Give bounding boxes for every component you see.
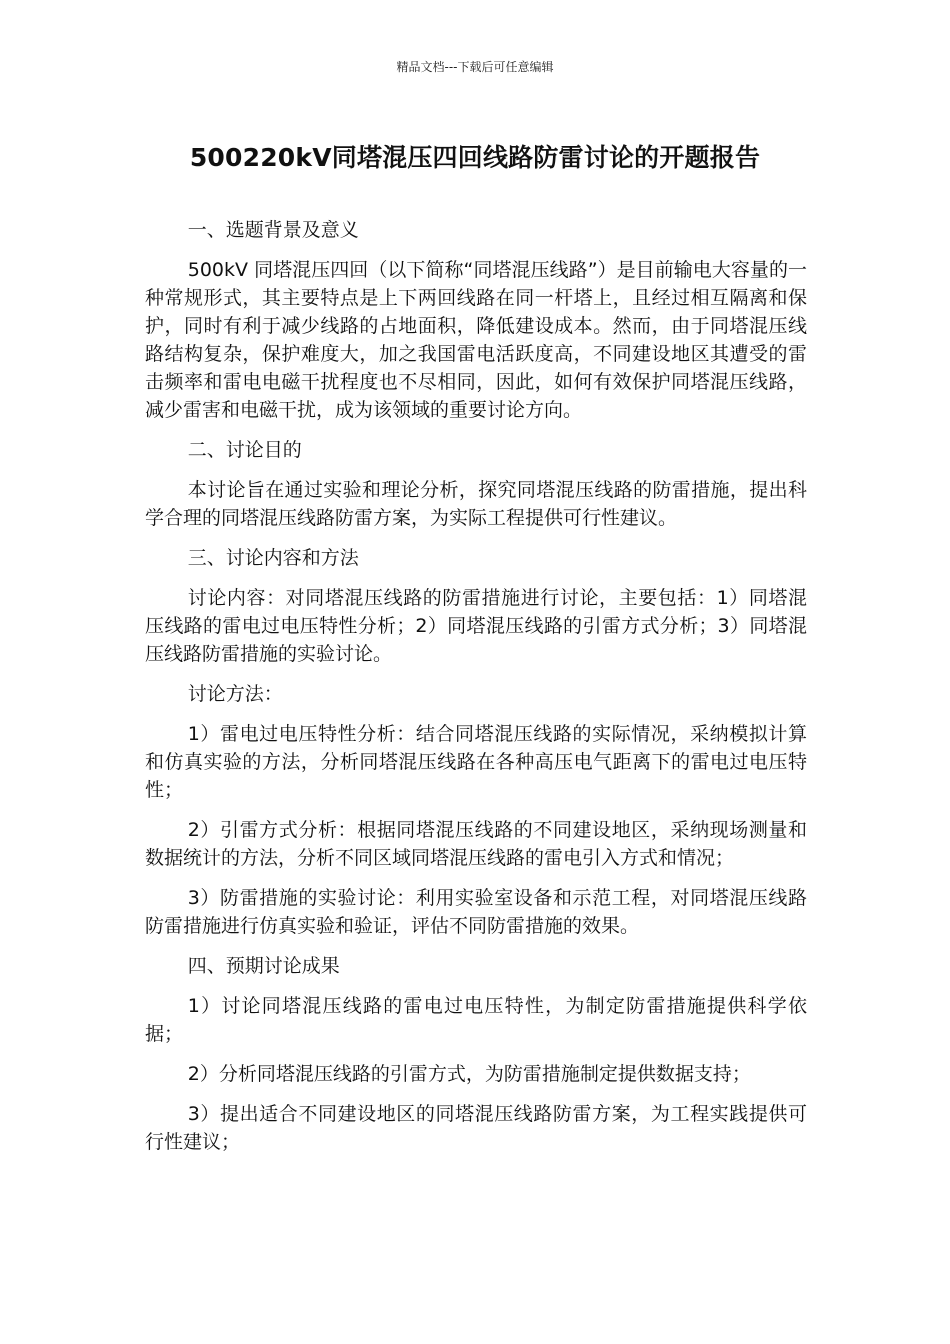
paragraph-method-3: 3）防雷措施的实验讨论：利用实验室设备和示范工程，对同塔混压线路防雷措施进行仿真实验和验证，评估不同防雷措施的效果。 (145, 887, 807, 937)
section-heading-background: 一、选题背景及意义 (187, 219, 359, 241)
document-body (145, 216, 807, 1168)
section-heading-purpose: 二、讨论目的 (187, 439, 302, 461)
section-heading-expected-results: 四、预期讨论成果 (187, 955, 340, 977)
paragraph-result-3: 3）提出适合不同建设地区的同塔混压线路防雷方案，为工程实践提供可行性建议； (145, 1103, 807, 1153)
paragraph-result-2: 2）分析同塔混压线路的引雷方式，为防雷措施制定提供数据支持； (187, 1063, 751, 1085)
paragraph-method-1: 1）雷电过电压特性分析：结合同塔混压线路的实际情况，采纳模拟计算和仿真实验的方法，分析同塔混压线路在各种高压电气距离下的雷电过电压特性； (145, 723, 807, 801)
paragraph-purpose: 本讨论旨在通过实验和理论分析，探究同塔混压线路的防雷措施，提出科学合理的同塔混压线路防雷方案，为实际工程提供可行性建议。 (145, 479, 807, 529)
paragraph-result-1: 1）讨论同塔混压线路的雷电过电压特性，为制定防雷措施提供科学依据； (145, 995, 807, 1045)
section-heading-content-method: 三、讨论内容和方法 (187, 547, 359, 569)
paragraph-background: 500kV 同塔混压四回（以下简称“同塔混压线路”）是目前输电大容量的一种常规形式，其主要特点是上下两回线路在同一杆塔上，且经过相互隔离和保护，同时有利于减少线路的占地面积，降低建设成本。然而，由于同塔混压线路结构复杂，保护难度大，加之我国雷电活跃度高，不同建设地区其遭受的雷击频率和雷电电磁干扰程度也不尽相同，因此，如何有效保护同塔混压线路，减少雷害和电磁干扰，成为该领域的重要讨论方向。 (145, 259, 807, 421)
header-note: 精品文档---下载后可任意编辑 (396, 60, 554, 74)
document-title: 500220kV同塔混压四回线路防雷讨论的开题报告 (189, 143, 761, 172)
paragraph-method-2: 2）引雷方式分析：根据同塔混压线路的不同建设地区，采纳现场测量和数据统计的方法，分析不同区域同塔混压线路的雷电引入方式和情况； (145, 819, 807, 869)
paragraph-method-label: 讨论方法： (187, 683, 283, 705)
paragraph-content: 讨论内容：对同塔混压线路的防雷措施进行讨论，主要包括：1）同塔混压线路的雷电过电压特性分析；2）同塔混压线路的引雷方式分析；3）同塔混压线路防雷措施的实验讨论。 (145, 587, 807, 665)
